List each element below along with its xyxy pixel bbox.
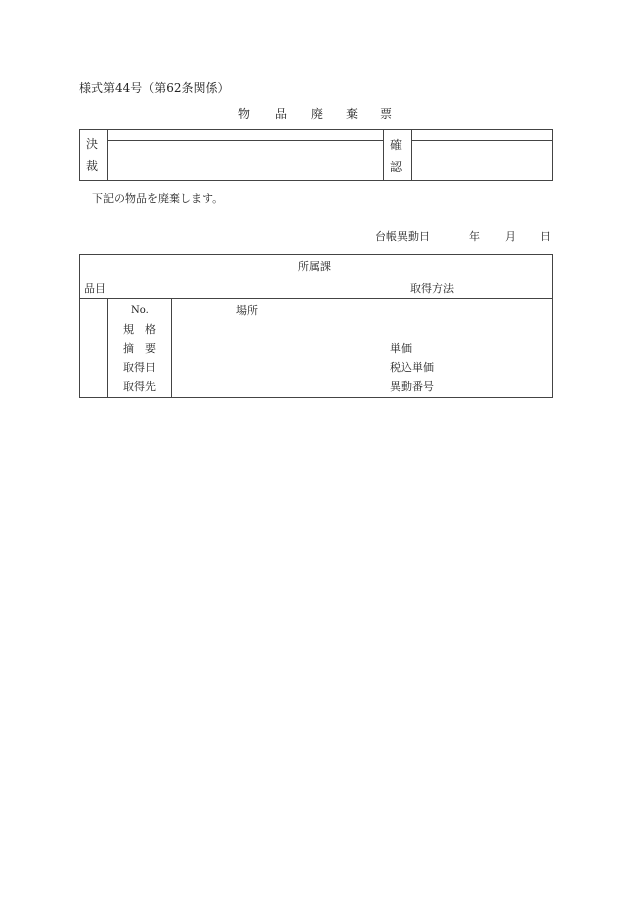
tax-incl-price-label: 税込単価 [390,361,434,374]
title-char: 廃 [311,107,324,121]
summary-label-2: 要 [145,342,156,355]
statement-text: 下記の物品を廃棄します。 [92,192,224,205]
divider [171,298,172,398]
title-char: 物 [238,107,251,121]
acquisition-method-label: 取得方法 [410,282,454,295]
no-label: No. [131,305,149,316]
spec-label-2: 格 [145,323,156,336]
divider [79,298,553,299]
spec-label-1: 規 [123,323,134,336]
item-label: 品目 [84,282,106,295]
summary-label-1: 摘 [123,342,134,355]
divider [107,298,108,398]
approval-table-border [79,129,553,181]
divider [411,129,412,181]
divider [383,129,384,181]
day-label: 日 [540,230,551,243]
title-char: 品 [275,107,288,121]
divider [411,140,553,141]
change-number-label: 異動番号 [390,380,434,393]
acquisition-date-label: 取得日 [123,361,156,374]
form-number: 様式第44号（第62条関係） [79,81,230,95]
date-label: 台帳異動日 [375,230,430,243]
title-char: 票 [380,107,393,121]
unit-price-label: 単価 [390,342,412,355]
location-label: 場所 [236,304,258,317]
divider [107,129,108,181]
kakunin-label-1: 確 [390,138,403,152]
kessai-label-2: 裁 [86,159,99,173]
kakunin-label-2: 認 [390,160,403,174]
kessai-label-1: 決 [86,137,99,151]
month-label: 月 [505,230,516,243]
year-label: 年 [469,230,480,243]
supplier-label: 取得先 [123,380,156,393]
department-label: 所属課 [298,260,331,273]
divider [107,140,383,141]
title-char: 棄 [346,107,359,121]
